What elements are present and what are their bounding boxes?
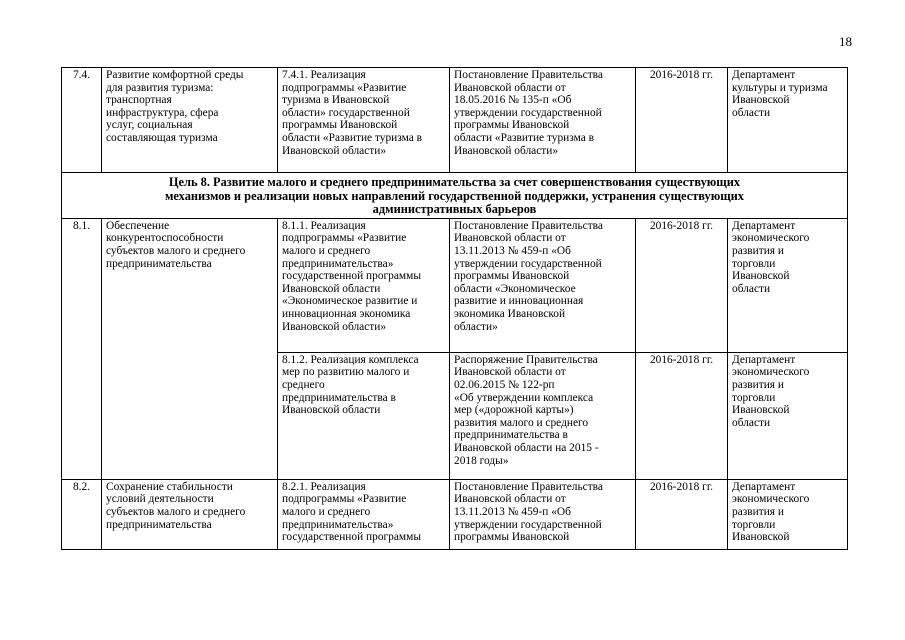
- task-cell: Развитие комфортной среды для развития туризма: транспортная инфраструктура, сфера услуг, социальная составляющая туризма: [102, 68, 278, 173]
- department-cell: Департамент культуры и туризма Ивановской области: [728, 68, 848, 173]
- department-cell: Департамент экономического развития и торговли Ивановской: [728, 479, 848, 549]
- activity-cell: 7.4.1. Реализация подпрограммы «Развитие туризма в Ивановской области» государственной программы Ивановской области «Развитие туризма в Ивановской области»: [278, 68, 450, 173]
- period-cell: 2016-2018 гг.: [636, 68, 728, 173]
- row-number: 8.1.: [62, 218, 102, 479]
- activity-cell: 8.1.1. Реализация подпрограммы «Развитие малого и среднего предпринимательства» государственной программы Ивановской области «Экономическое развитие и инновационная экономика Ивановской области»: [278, 218, 450, 352]
- period-cell: 2016-2018 гг.: [636, 218, 728, 352]
- document-cell: Распоряжение Правительства Ивановской области от 02.06.2015 № 122-рп «Об утверждении комплекса мер («дорожной карты») развития малого и среднего предпринимательства в Ивановской области на 2015 - 2018 годы»: [450, 352, 636, 479]
- period-cell: 2016-2018 гг.: [636, 479, 728, 549]
- period-cell: 2016-2018 гг.: [636, 352, 728, 479]
- activity-cell: 8.2.1. Реализация подпрограммы «Развитие малого и среднего предпринимательства» государственной программы: [278, 479, 450, 549]
- table-row: [62, 68, 848, 173]
- document-cell: Постановление Правительства Ивановской области от 13.11.2013 № 459-п «Об утверждении государственной программы Ивановской: [450, 479, 636, 549]
- activity-cell: 8.1.2. Реализация комплекса мер по развитию малого и среднего предпринимательства в Ивановской области: [278, 352, 450, 479]
- task-cell: Обеспечение конкурентоспособности субъектов малого и среднего предпринимательства: [102, 218, 278, 479]
- row-number: 8.2.: [62, 479, 102, 549]
- measures-table: [61, 67, 848, 550]
- document-cell: Постановление Правительства Ивановской области от 13.11.2013 № 459-п «Об утверждении государственной программы Ивановской области «Экономическое развитие и инновационная экономика Ивановской области»: [450, 218, 636, 352]
- task-cell: Сохранение стабильности условий деятельности субъектов малого и среднего предпринимательства: [102, 479, 278, 549]
- document-cell: Постановление Правительства Ивановской области от 18.05.2016 № 135-п «Об утверждении государственной программы Ивановской области «Развитие туризма в Ивановской области»: [450, 68, 636, 173]
- department-cell: Департамент экономического развития и торговли Ивановской области: [728, 352, 848, 479]
- goal-row: [62, 173, 848, 219]
- department-cell: Департамент экономического развития и торговли Ивановской области: [728, 218, 848, 352]
- goal-heading: Цель 8. Развитие малого и среднего предпринимательства за счет совершенствования существующих механизмов и реализации новых направлений государственной поддержки, устранения существующих административных барьеров: [62, 173, 848, 219]
- table-row: [62, 218, 848, 352]
- table-row: [62, 479, 848, 549]
- row-number: 7.4.: [62, 68, 102, 173]
- page-number: 18: [839, 34, 852, 49]
